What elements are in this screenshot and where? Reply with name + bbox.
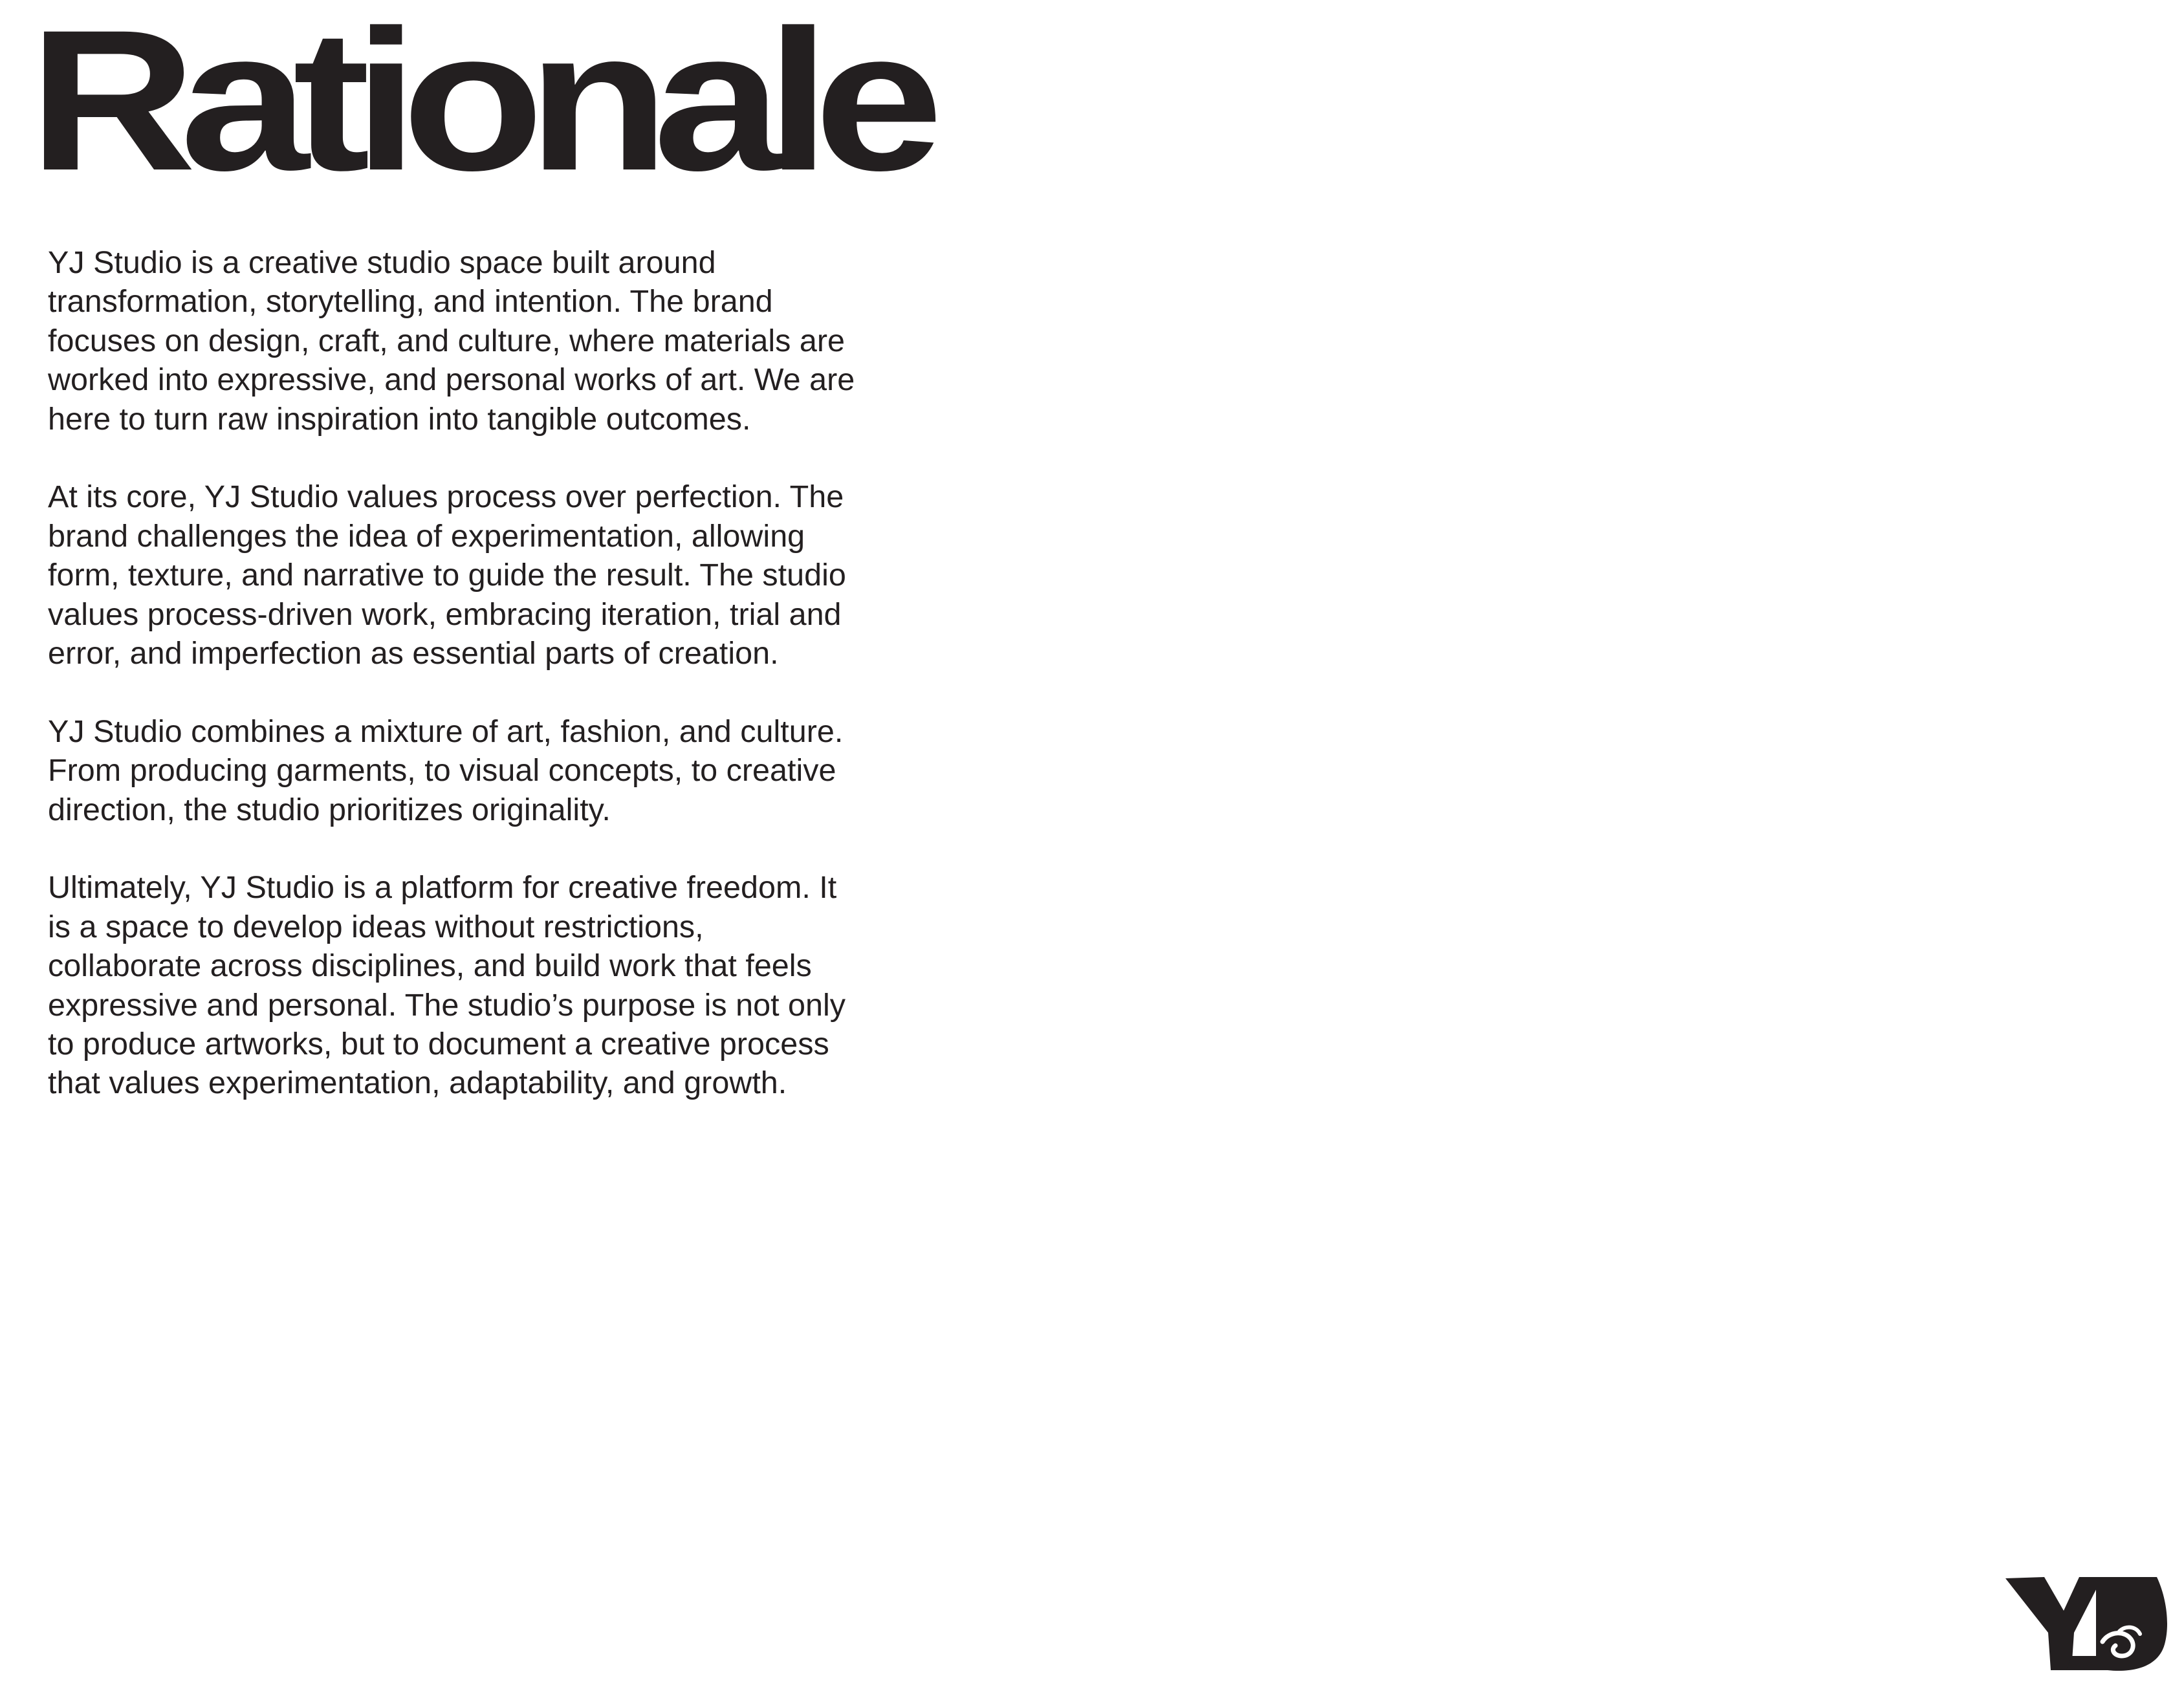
paragraph-disciplines: YJ Studio combines a mixture of art, fashion, and culture. From producing garments, to visual concepts, to creative direction, the studio prioritizes originality. — [48, 713, 844, 827]
paragraph-purpose: Ultimately, YJ Studio is a platform for creative freedom. It is a space to develop ideas without restrictions, collaborate across disciplines, and build work that feels expressive and personal. The studio’s purpose is not only to produce artworks, but to document a creative process that values experimentation, adaptability, and growth. — [48, 870, 846, 1101]
paragraph-core-values: At its core, YJ Studio values process over perfection. The brand challenges the idea of experimentation, allowing form, texture, and narrative to guide the result. The studio values process-driven work, embracing iteration, trial and error, and imperfection as essential parts of creation. — [48, 479, 846, 671]
yj-studio-logo-icon — [2004, 1573, 2171, 1674]
paragraph-intro: YJ Studio is a creative studio space built around transformation, storytelling, and intention. The brand focuses on design, craft, and culture, where materials are worked into expressive, and personal works of art. We are here to turn raw inspiration into tangible outcomes. — [48, 245, 855, 437]
rationale-body — [48, 243, 908, 1103]
page-title: Rationale — [28, 0, 927, 212]
